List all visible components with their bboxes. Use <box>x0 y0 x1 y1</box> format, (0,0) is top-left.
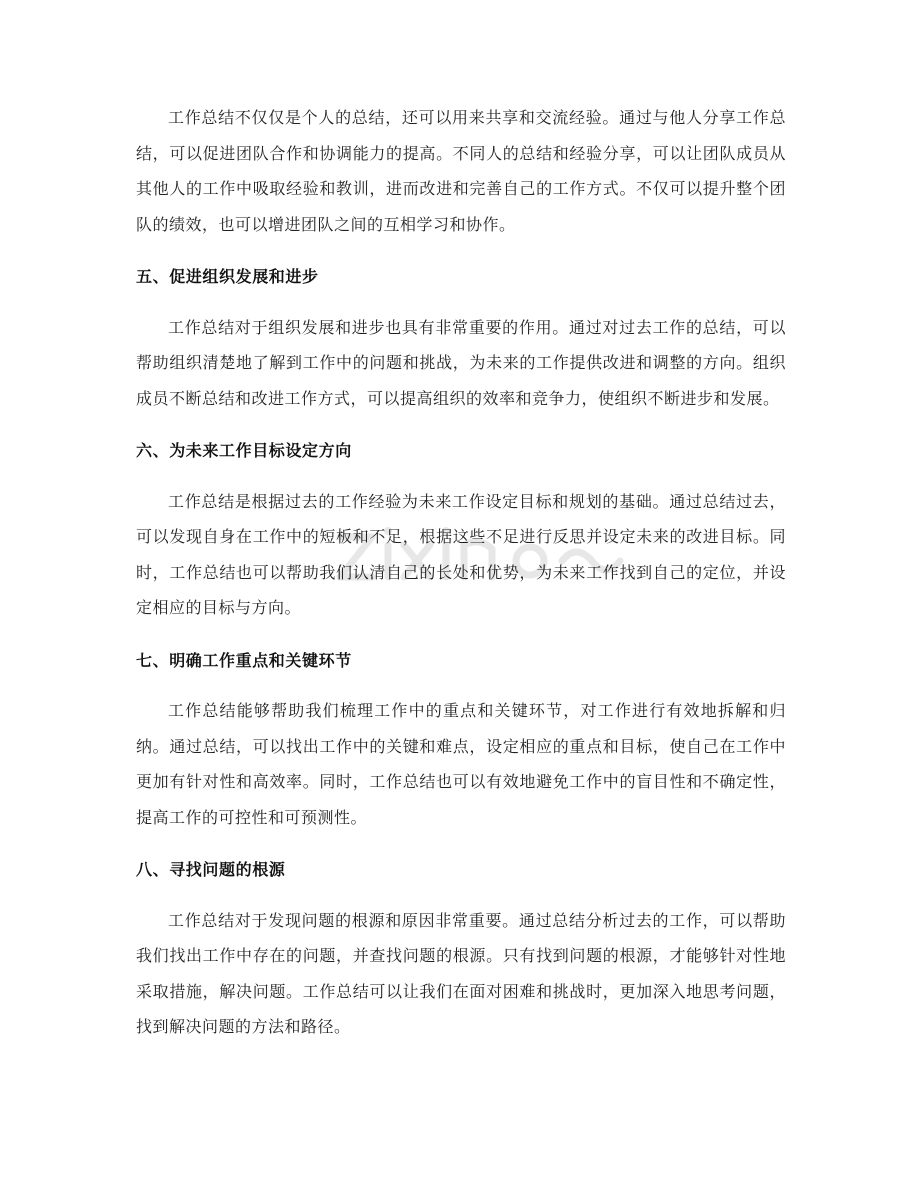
section-heading-6: 六、为未来工作目标设定方向 <box>136 441 352 460</box>
section-paragraph-6: 工作总结是根据过去的工作经验为未来工作设定目标和规划的基础。通过总结过去，可以发现自身在工作中的短板和不足，根据这些不足进行反思并设定未来的改进目标。同时，工作总结也可以帮助我们认清自己的长处和优势，为未来工作找到自己的定位，并设定相应的目标与方向。 <box>136 491 786 617</box>
intro-paragraph: 工作总结不仅仅是个人的总结，还可以用来共享和交流经验。通过与他人分享工作总结，可以促进团队合作和协调能力的提高。不同人的总结和经验分享，可以让团队成员从其他人的工作中吸取经验和教训，进而改进和完善自己的工作方式。不仅可以提升整个团队的绩效，也可以增进团队之间的互相学习和协作。 <box>136 108 786 234</box>
section-heading-8: 八、寻找问题的根源 <box>136 860 286 879</box>
section-heading-5: 五、促进组织发展和进步 <box>136 267 319 286</box>
section-paragraph-7: 工作总结能够帮助我们梳理工作中的重点和关键环节，对工作进行有效地拆解和归纳。通过总结，可以找出工作中的关键和难点，设定相应的重点和目标，使自己在工作中更加有针对性和高效率。同时，工作总结也可以有效地避免工作中的盲目性和不确定性，提高工作的可控性和可预测性。 <box>136 701 786 827</box>
section-heading-7: 七、明确工作重点和关键环节 <box>136 650 352 670</box>
section-paragraph-5: 工作总结对于组织发展和进步也具有非常重要的作用。通过对过去工作的总结，可以帮助组织清楚地了解到工作中的问题和挑战，为未来的工作提供改进和调整的方向。组织成员不断总结和改进工作方式，可以提高组织的效率和竞争力，使组织不断进步和发展。 <box>136 317 786 408</box>
document-body <box>136 100 786 1045</box>
section-paragraph-8: 工作总结对于发现问题的根源和原因非常重要。通过总结分析过去的工作，可以帮助我们找出工作中存在的问题，并查找问题的根源。只有找到问题的根源，才能够针对性地采取措施，解决问题。工作总结可以让我们在面对困难和挑战时，更加深入地思考问题，找到解决问题的方法和路径。 <box>136 910 786 1036</box>
